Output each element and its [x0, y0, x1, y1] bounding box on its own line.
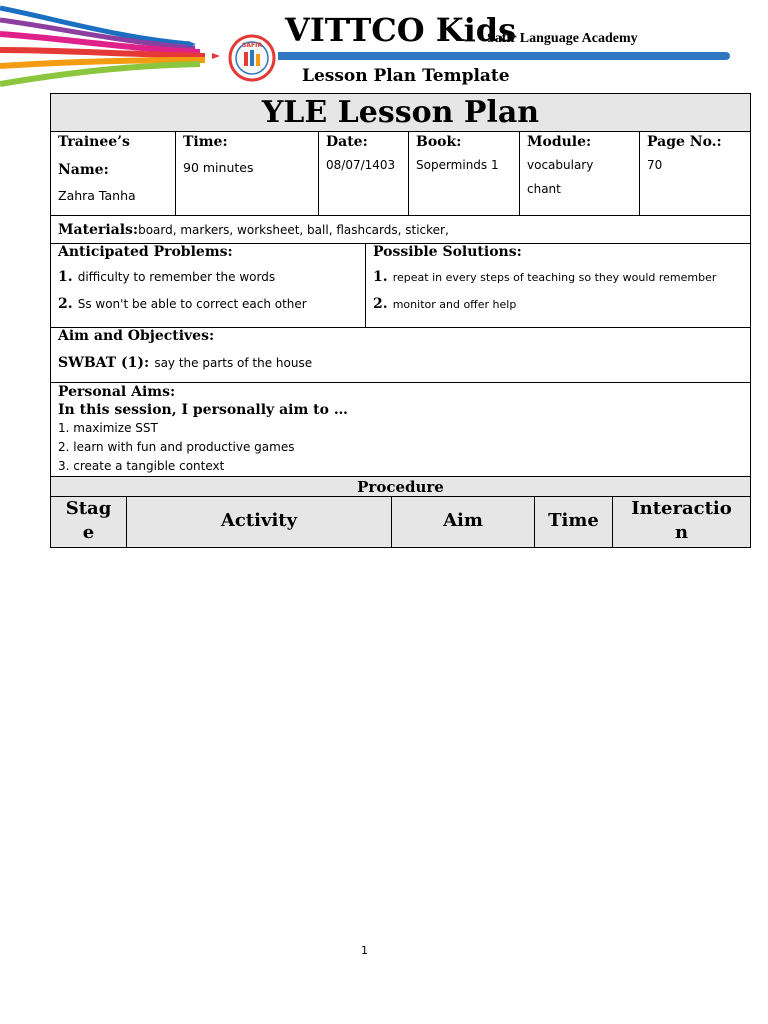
solution-number: 2.: [373, 296, 388, 312]
time-value: 90 minutes: [183, 160, 254, 175]
time-label: Time:: [183, 134, 228, 150]
column-aim: Aim: [392, 497, 535, 547]
procedure-header-row: [51, 497, 750, 547]
page-number: 1: [361, 944, 368, 957]
personal-aims-row: [51, 383, 750, 477]
form-title: YLE Lesson Plan: [261, 95, 540, 130]
procedure-row: [51, 477, 750, 497]
date-cell: [319, 132, 409, 215]
trainee-cell: [51, 132, 176, 215]
problem-number: 1.: [58, 269, 73, 285]
solution-text: repeat in every steps of teaching so they would remember: [392, 271, 717, 284]
solutions-label: Possible Solutions:: [373, 244, 522, 260]
materials-value: board, markers, worksheet, ball, flashcards, sticker,: [138, 222, 449, 237]
column-stage-line-2: e: [82, 522, 95, 543]
brand-title: VITTCO Kids: [285, 11, 517, 49]
svg-text:SAFIR: SAFIR: [242, 42, 262, 49]
book-label: Book:: [416, 134, 462, 150]
column-interaction-line-2: n: [674, 522, 689, 543]
personal-aim-item: 1. maximize SST: [58, 421, 158, 435]
module-cell: [520, 132, 640, 215]
materials-cell: [51, 216, 750, 243]
trainee-label: Trainee’s: [58, 134, 130, 150]
solutions-cell: [366, 244, 750, 327]
problem-item: [58, 293, 358, 312]
solution-item: [373, 293, 743, 312]
page-label: Page No.:: [647, 134, 722, 150]
header-bar: [278, 52, 730, 60]
module-value-1: vocabulary: [527, 158, 594, 172]
academy-logo: [226, 34, 278, 82]
aims-row: [51, 328, 750, 383]
column-stage: [51, 497, 127, 547]
personal-aim-item: 2. learn with fun and productive games: [58, 440, 295, 454]
module-label: Module:: [527, 134, 592, 150]
solution-number: 1.: [373, 269, 388, 285]
materials-row: [51, 216, 750, 244]
personal-aim-item: 3. create a tangible context: [58, 459, 225, 473]
trainee-name: Zahra Tanha: [58, 188, 136, 203]
page-value: 70: [647, 158, 663, 172]
personal-aims-cell: [51, 383, 750, 476]
column-interaction: [613, 497, 750, 547]
column-stage-line-1: Stag: [65, 498, 112, 519]
solution-text: monitor and offer help: [392, 298, 517, 311]
column-interaction-line-1: Interactio: [631, 498, 732, 519]
problem-text: difficulty to remember the words: [77, 270, 276, 284]
swbat-label: SWBAT (1):: [58, 355, 150, 371]
date-value: 08/07/1403: [326, 158, 396, 172]
problem-item: [58, 266, 358, 285]
materials-label: Materials:: [58, 221, 139, 238]
document-subtitle: Lesson Plan Template: [302, 66, 510, 86]
problems-row: [51, 244, 750, 328]
problem-number: 2.: [58, 296, 73, 312]
date-label: Date:: [326, 134, 368, 150]
problem-text: Ss won't be able to correct each other: [77, 297, 307, 311]
page-cell: [640, 132, 750, 215]
lesson-plan-form: [50, 93, 751, 548]
time-cell: [176, 132, 319, 215]
book-cell: [409, 132, 520, 215]
personal-aims-intro: In this session, I personally aim to …: [58, 402, 348, 418]
header-swoosh: [0, 0, 230, 95]
column-activity: Activity: [127, 497, 392, 547]
solution-item: [373, 266, 743, 285]
info-row: [51, 132, 750, 216]
problems-cell: [51, 244, 366, 327]
module-value-2: chant: [527, 182, 561, 196]
problems-label: Anticipated Problems:: [58, 244, 233, 260]
aims-cell: [51, 328, 750, 382]
column-time: Time: [535, 497, 613, 547]
aims-label: Aim and Objectives:: [58, 328, 215, 344]
personal-aims-label: Personal Aims:: [58, 384, 176, 400]
book-value: Soperminds 1: [416, 158, 499, 172]
swbat-line: [58, 352, 743, 371]
academy-name: Safir Language Academy: [487, 31, 638, 46]
title-row: [51, 94, 750, 132]
swbat-text: say the parts of the house: [154, 356, 313, 370]
trainee-label-2: Name:: [58, 162, 109, 178]
procedure-heading: Procedure: [51, 477, 750, 496]
